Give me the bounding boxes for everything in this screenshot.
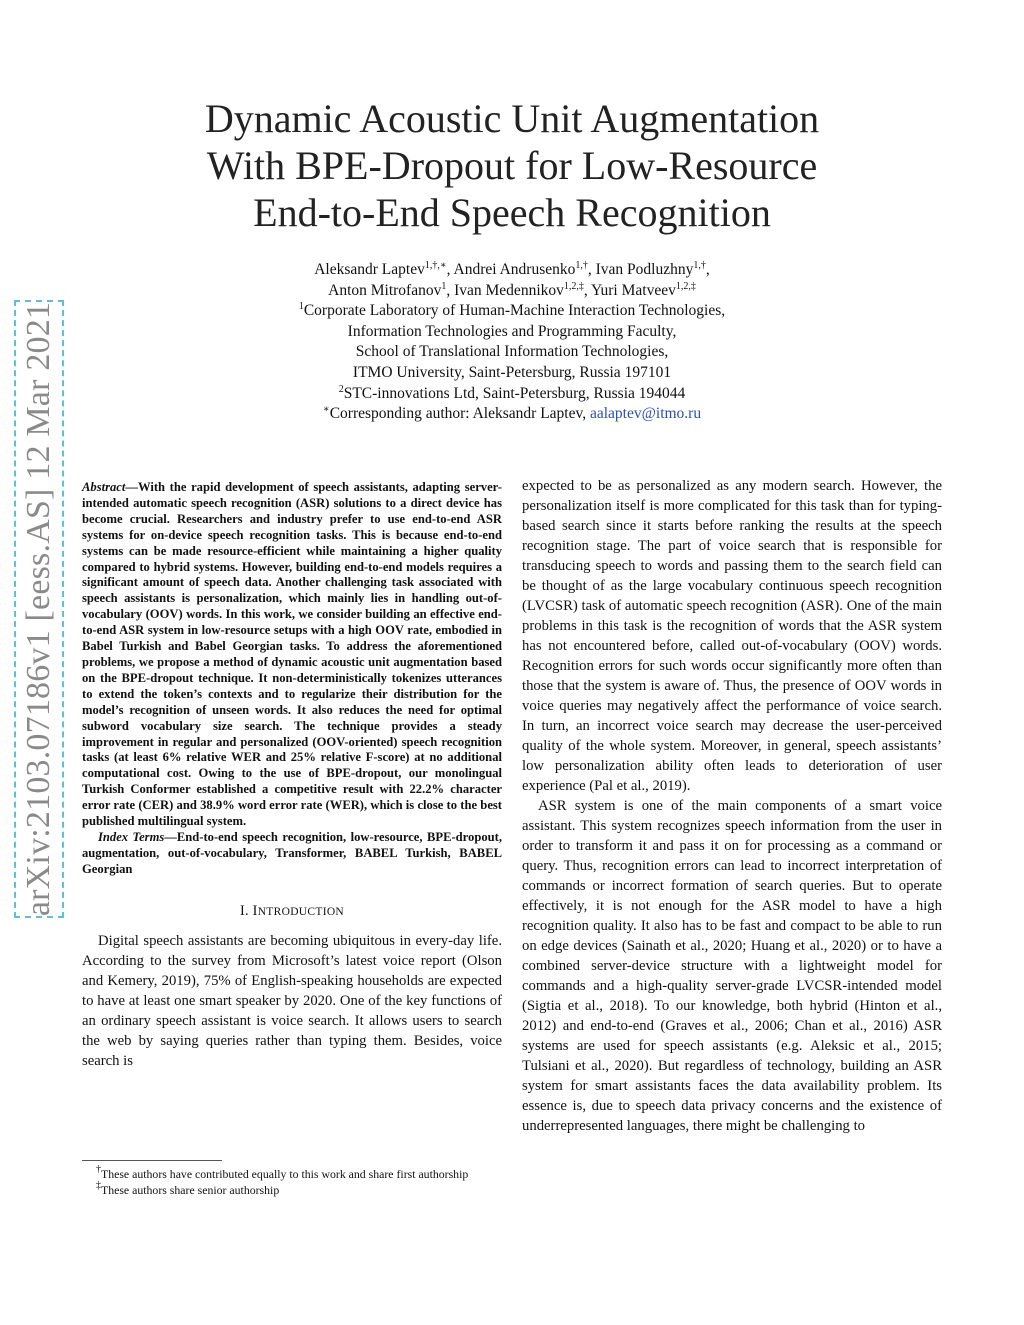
author-andrusenko-marks: 1,† <box>575 260 588 271</box>
author-line-2 <box>140 281 884 302</box>
abstract <box>82 480 502 830</box>
affiliation-1-line-4: ITMO University, Saint-Petersburg, Russia 197101 <box>352 363 672 381</box>
affiliation-1-mark: 1 <box>298 301 304 313</box>
author-mitrofanov: Anton Mitrofanov <box>328 281 442 299</box>
index-terms-text: —End-to-end speech recognition, low-resource, BPE-dropout, augmentation, out-of-vocabulary, Transformer, BABEL Turkish, BABEL Georgian <box>82 829 502 876</box>
author-podluzhny-marks: 1,† <box>693 260 706 271</box>
abstract-text: —With the rapid development of speech assistants, adapting server-intended automatic speech recognition (ASR) solutions to a direct device has become crucial. Researchers and industry prefer to use end-to-end ASR systems for on-device speech recognition tasks. This is because end-to-end systems can be made resource-efficient while maintaining a higher quality compared to hybrid systems. However, building end-to-end models requires a significant amount of speech data. Another challenging task associated with speech assistants is personalization, which mainly lies in handling out-of-vocabulary (OOV) words. In this work, we consider building an effective end-to-end ASR system in low-resource setups with a high OOV rate, embodied in Babel Turkish and Babel Georgian tasks. To address the aforementioned problems, we propose a method of dynamic acoustic unit augmentation based on the BPE-dropout technique. It non-deterministically tokenizes utterances to extend the token’s contexts and to regularize their distribution for the model’s recognition of unseen words. It also reduces the need for optimal subword vocabulary size search. The technique provides a steady improvement in regular and personalized (OOV-oriented) speech recognition tasks (at least 6% relative WER and 25% relative F-score) at no additional computational cost. Owing to the use of BPE-dropout, our monolingual Turkish Conformer established a competitive result with 22.2% character error rate (CER) and 38.9% word error rate (WER), which is close to the best published multilingual system. <box>82 480 502 829</box>
right-paragraph-2: ASR system is one of the main components of a smart voice assistant. This system recognizes speech information from the user in order to transform it and pass it on for processing as a command or query. Thus, recognition errors can lead to incorrect interpretation of commands or incorrect formation of search queries. But to operate effectively, it is not enough for the ASR model to have a high recognition quality. It also has to be fast and compact to be able to run on edge devices (Sainath et al., 2020; Huang et al., 2020) or to have a combined server-device structure with a lightweight model for commands and a high-quality server-grade LVCSR-intended model (Sigtia et al., 2018). To our knowledge, both hybrid (Hinton et al., 2012) and end-to-end (Graves et al., 2006; Chan et al., 2016) ASR systems are used for speech assistants (e.g. Aleksic et al., 2015; Tulsiani et al., 2020). But regardless of technology, building an ASR system for smart assistants faces the data availability problem. Its essence is, due to speech data privacy concerns and the existence of underrepresented languages, there might be challenging to <box>522 798 942 1134</box>
right-column <box>522 476 942 1136</box>
footnote-1-mark: † <box>96 1164 101 1175</box>
affiliation-1-text: Corporate Laboratory of Human-Machine Interaction Technologies, <box>303 302 726 320</box>
index-terms <box>82 830 502 878</box>
affiliation-2-mark: 2 <box>338 383 344 395</box>
title-line-3: End-to-End Speech Recognition <box>253 190 771 235</box>
right-paragraph-1: expected to be as personalized as any modern search. However, the personalization itself is more complicated for this task than for typing-based search since it starts before ranking the results at the speech recognition stage. The part of voice search that is responsible for transducing speech to words and passing them to the search field can be thought of as the large vocabulary continuous speech recognition (LVCSR) task of automatic speech recognition (ASR). One of the main problems in this task is the recognition of words that the ASR system has not encountered before, called out-of-vocabulary (OOV) words. Recognition errors for such words occur significantly more often than those that the system is aware of. Thus, the presence of OOV words in voice queries may negatively affect the performance of voice search. In turn, an incorrect voice search may decrease the user-perceived quality of the whole system. Moreover, in general, speech assistants’ low personalization ability often leads to deterioration of user experience (Pal et al., 2019). <box>522 478 942 794</box>
author-laptev: Aleksandr Laptev <box>314 261 425 278</box>
corresponding-mark: ∗ <box>322 404 330 416</box>
affiliation-1-line-3: School of Translational Information Technologies, <box>355 343 669 361</box>
author-matveev: , Yuri Matveev <box>583 281 676 299</box>
footnote-2 <box>82 1179 502 1199</box>
footnote-1-text: These authors have contributed equally to this work and share first authorship <box>101 1167 469 1181</box>
affiliation-2 <box>140 384 884 405</box>
affiliation-2-text: STC-innovations Ltd, Saint-Petersburg, Russia 194044 <box>343 384 686 402</box>
corresponding-author <box>140 404 884 425</box>
title-line-1: Dynamic Acoustic Unit Augmentation <box>204 96 820 141</box>
author-line-1-end: , <box>705 261 710 278</box>
paper-title <box>140 95 884 236</box>
intro-paragraph: Digital speech assistants are becoming ubiquitous in every-day life. According to the survey from Microsoft’s latest voice report (Olson and Kemery, 2019), 75% of English-speaking households are expected to have at least one smart speaker by 2020. One of the key functions of an ordinary speech assistant is voice search. It allows users to search the web by saying queries rather than typing them. Besides, voice search is <box>82 932 502 1069</box>
email-link[interactable]: aalaptev@itmo.ru <box>589 405 702 423</box>
author-laptev-marks: 1,†,∗ <box>424 260 447 271</box>
abstract-label: Abstract <box>82 480 126 494</box>
left-column <box>82 480 502 1071</box>
corresponding-text: Corresponding author: Aleksandr Laptev, <box>329 405 590 423</box>
author-line-1 <box>140 260 884 281</box>
footnote-rule <box>82 1160 222 1161</box>
author-medennikov: , Ivan Medennikov <box>446 281 564 299</box>
section-heading-introduction <box>82 901 502 922</box>
footnote-1 <box>82 1164 502 1183</box>
title-line-2: With BPE-Dropout for Low-Resource <box>206 143 818 188</box>
section-name: NTRODUCTION <box>257 905 345 918</box>
author-podluzhny: , Ivan Podluzhny <box>587 261 694 278</box>
author-block <box>140 260 884 425</box>
affiliation-1-line-2: Information Technologies and Programming Faculty, <box>347 322 677 340</box>
section-number: I. I <box>239 902 258 919</box>
arxiv-stamp <box>14 300 64 918</box>
author-mitrofanov-marks: 1 <box>441 280 447 292</box>
arxiv-identifier: arXiv:2103.07186v1 [eess.AS] 12 Mar 2021 <box>20 301 57 917</box>
index-terms-label: Index Terms <box>98 829 165 844</box>
footnotes <box>82 1160 502 1198</box>
footnote-2-mark: ‡ <box>96 1179 101 1191</box>
footnote-2-text: These authors share senior authorship <box>101 1182 280 1197</box>
author-medennikov-marks: 1,2,‡ <box>563 280 584 292</box>
author-matveev-marks: 1,2,‡ <box>675 280 696 292</box>
author-andrusenko: , Andrei Andrusenko <box>446 261 576 278</box>
affiliation-1-line-1 <box>140 301 884 322</box>
